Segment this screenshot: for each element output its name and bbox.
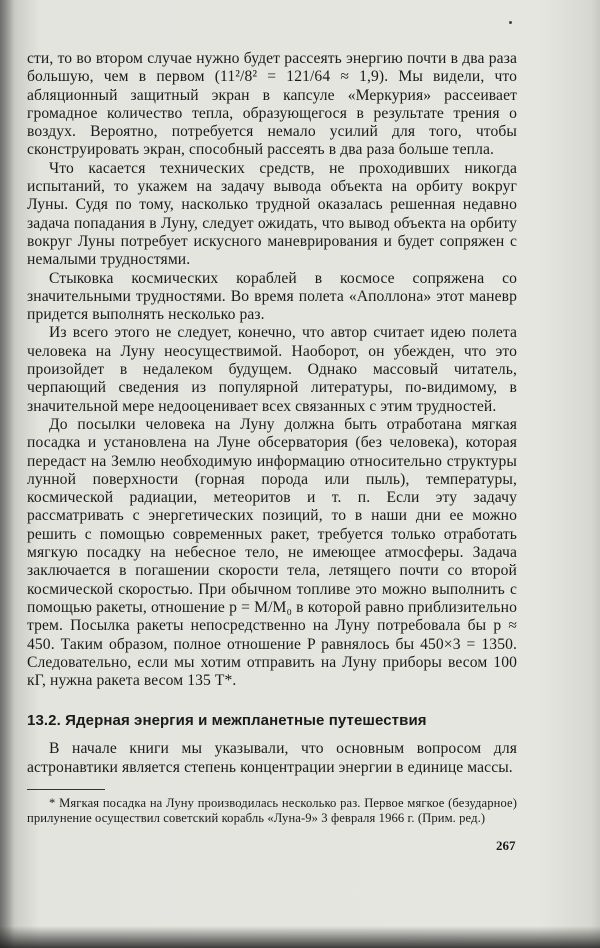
page-number: 267 [496, 838, 516, 853]
section-heading: 13.2. Ядерная энергия и межпланетные путешествия [27, 712, 427, 730]
spine-shadow [0, 0, 14, 948]
paragraph-1: сти, то во втором случае нужно будет рассеять энергию почти в два раза большую, чем в первом (11²/8² = 121/64 ≈ 1,9). Мы видели, что абляционный защитный экран в капсуле «Меркурия» рассеивает громадное количество тепла, образующегося в результате трения о воздух. Вероятно, потребуется немало усилий для того, чтобы сконструировать экран, способный рассеять в два раза больше тепла. [27, 50, 517, 159]
section-paragraph: В начале книги мы указывали, что основным вопросом для астронавтики является степень концентрации энергии в единице массы. [27, 740, 517, 776]
paragraph-4: Из всего этого не следует, конечно, что автор считает идею полета человека на Луну неосуществимой. Наоборот, он убежден, что это произойдет в недалеком будущем. Однако массовый читатель, черпающий сведения из популярной литературы, по-видимому, в значительной мере недооценивает всех связанных с этим трудностей. [27, 324, 517, 415]
body-text [27, 50, 517, 826]
bottom-shadow [0, 926, 600, 948]
paragraph-5: До посылки человека на Луну должна быть отработана мягкая посадка и установлена на Луне обсерватория (без человека), которая передаст на Землю необходимую информацию относительно структуры лунной поверхности (горная порода или пыль), температуры, космической радиации, метеоритов и т. п. Если эту задачу рассматривать с энергетических позиций, то в наши дни ее можно решить с помощью современных ракет, требуется только отработать мягкую посадку на небесное тело, не имеющее атмосферы. Задача заключается в погашении скорости тела, летящего почти со второй космической скоростью. При обычном топливе это можно выполнить с помощью ракеты, отношение p = M/M₀ в которой равно приблизительно трем. Посылка ракеты непосредственно на Луну потребовала бы p ≈ 450. Таким образом, полное отношение P равнялось бы 450×3 = 1350. Следовательно, если мы хотим отправить на Луну приборы весом 100 кГ, нужна ракета весом 135 Т*. [27, 415, 517, 690]
paragraph-2: Что касается технических средств, не проходивших никогда испытаний, то укажем на задачу вывода объекта на орбиту вокруг Луны. Судя по тому, насколько трудной оказалась решенная недавно задача попадания в Луну, следует ожидать, что вывод объекта на орбиту вокруг Луны потребует искусного маневрирования и будет сопряжен с немалыми трудностями. [27, 159, 517, 269]
paragraph-3: Стыковка космических кораблей в космосе сопряжена со значительными трудностями. Во время полета «Аполлона» этот маневр придется выполнять несколько раз. [27, 269, 517, 324]
footnote [27, 796, 517, 826]
speck [509, 21, 512, 24]
footnote-divider [27, 789, 105, 790]
footnote-text: * Мягкая посадка на Луну производилась несколько раз. Первое мягкое (безударное) прилунение осуществил советский корабль «Луна-9» 3 февраля 1966 г. (Прим. ред.) [27, 795, 517, 825]
